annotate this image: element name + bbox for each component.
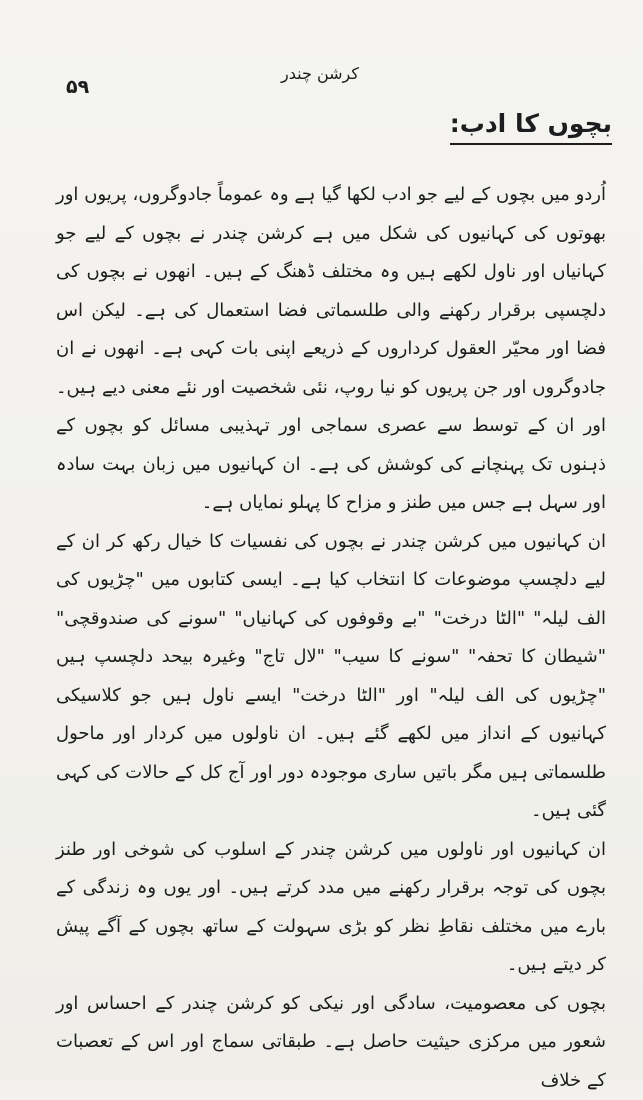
paragraph-1: اُردو میں بچوں کے لیے جو ادب لکھا گیا ہے وہ عموماً جادوگروں، پریوں اور بھوتوں کی کہانیوں کی شکل میں ہے کرشن چندر نے بچوں کے لیے جو کہانیاں اور ناول لکھے ہیں وہ مختلف ڈھنگ کے ہیں۔ انھوں نے بچوں کی دلچسپی برقرار رکھنے والی طلسماتی فضا استعمال کی ہے۔ لیکن اس فضا اور محیّر العقول کرداروں کے ذریعے اپنی بات کہی ہے۔ انھوں نے ان جادوگروں اور جن پریوں کو نیا روپ، نئی شخصیت اور نئے معنی دیے ہیں۔ اور ان کے توسط سے عصری سماجی اور تہذیبی مسائل کو بچوں کے ذہنوں تک پہنچانے کی کوشش کی ہے۔ ان کہانیوں میں زبان بہت سادہ اور سہل ہے جس میں طنز و مزاح کا پہلو نمایاں ہے۔ — [56, 176, 606, 523]
body-text — [56, 176, 606, 1100]
paragraph-3: ان کہانیوں اور ناولوں میں کرشن چندر کے اسلوب کی شوخی اور طنز بچوں کی توجہ برقرار رکھنے میں مدد کرتے ہیں۔ اور یوں وہ زندگی کے بارے میں مختلف نقاطِ نظر کو بڑی سہولت کے ساتھ بچوں کے آگے پیش کر دیتے ہیں۔ — [56, 831, 606, 985]
section-heading: بچوں کا ادب: — [450, 109, 612, 145]
running-header: کرشن چندر — [250, 64, 390, 83]
paragraph-2: ان کہانیوں میں کرشن چندر نے بچوں کی نفسیات کا خیال رکھ کر ان کے لیے دلچسپ موضوعات کا انتخاب کیا ہے۔ ایسی کتابوں میں "چڑیوں کی الف لیلہ" "الٹا درخت" "بے وقوفوں کی کہانیاں" "سونے کی صندوقچی" "شیطان کا تحفہ" "سونے کا سیب" "لال تاج" وغیرہ بیحد دلچسپ ہیں "چڑیوں کی الف لیلہ" اور "الٹا درخت" ایسے ناول ہیں جو کلاسیکی کہانیوں کے انداز میں لکھے گئے ہیں۔ ان ناولوں میں کردار اور ماحول طلسماتی ہیں مگر باتیں ساری موجودہ دور اور آج کل کے حالات کی کہی گئی ہیں۔ — [56, 523, 606, 831]
page-number: ۵۹ — [66, 76, 89, 98]
paragraph-4: بچوں کی معصومیت، سادگی اور نیکی کو کرشن چندر کے احساس اور شعور میں مرکزی حیثیت حاصل ہے۔ طبقاتی سماج اور اس کے تعصبات کے خلاف — [56, 985, 606, 1100]
